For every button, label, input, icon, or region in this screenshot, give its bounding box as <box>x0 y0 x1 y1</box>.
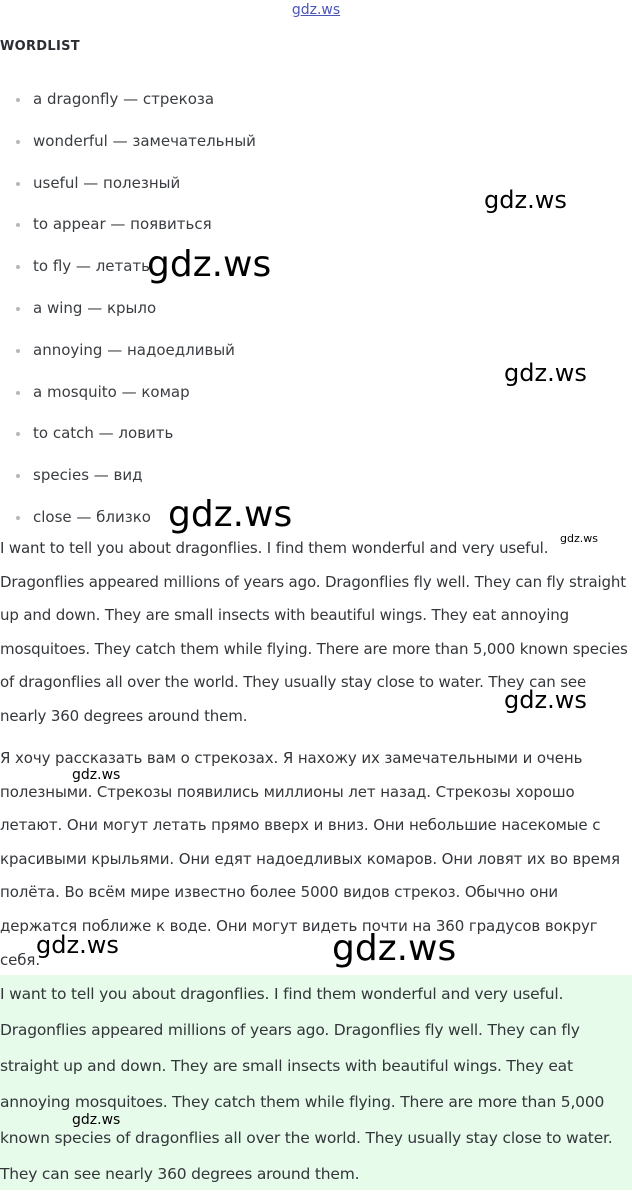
bullet-icon <box>16 182 20 186</box>
wordlist-item-text: a mosquito — комар <box>33 382 190 401</box>
watermark: gdz.ws <box>36 931 119 959</box>
watermark: gdz.ws <box>484 186 567 214</box>
wordlist-item-text: a dragonfly — стрекоза <box>33 90 215 108</box>
wordlist-item <box>0 121 256 163</box>
paragraph-highlighted: I want to tell you about dragonflies. I find them wonderful and very useful. Dragonflies appeared millions of years ago. Dragonflies fly well. They can fly straight up and down. They are small insects with beautiful wings. They eat annoying mosquitoes. They catch them while flying. There are more than 5,000 known species of dragonflies all over the world. They usually stay close to water. They can see nearly 360 degrees around them. <box>0 985 613 1183</box>
wordlist-item <box>0 330 256 372</box>
wordlist <box>0 79 256 539</box>
watermark: gdz.ws <box>72 767 121 783</box>
wordlist-heading: WORDLIST <box>0 39 80 54</box>
wordlist-item-text: close — близко <box>33 507 151 526</box>
bullet-icon <box>16 474 20 478</box>
bullet-icon <box>16 516 20 520</box>
bullet-icon <box>16 98 20 102</box>
bullet-icon <box>16 307 20 311</box>
bullet-icon <box>16 391 20 395</box>
bullet-icon <box>16 349 20 353</box>
wordlist-item-text: wonderful — замечательный <box>33 131 256 150</box>
bullet-icon <box>16 432 20 436</box>
wordlist-item <box>0 204 256 246</box>
wordlist-item <box>0 413 256 455</box>
watermark: gdz.ws <box>72 1112 121 1128</box>
wordlist-item-text: to appear — появиться <box>33 215 212 234</box>
wordlist-item-text: to fly — летать <box>33 257 151 276</box>
watermark: gdz.ws <box>168 494 293 535</box>
wordlist-item-text: annoying — надоедливый <box>33 340 235 359</box>
paragraph-russian: Я хочу рассказать вам о стрекозах. Я нахожу их замечательными и очень полезными. Стрекозы появились миллионы лет назад. Стрекозы хорошо летают. Они могут летать прямо вверх и вниз. Они небольшие насекомые с красивыми крыльями. Они едят надоедливых комаров. Они ловят их во время полёта. Во всём мире известно более 5000 видов стрекоз. Обычно они держатся поближе к воде. Они могут видеть почти на 360 градусов вокруг себя. <box>0 749 620 969</box>
wordlist-item <box>0 163 256 205</box>
bullet-icon <box>16 140 20 144</box>
wordlist-item <box>0 455 256 497</box>
watermark: gdz.ws <box>332 928 457 969</box>
watermark: gdz.ws <box>504 686 587 714</box>
top-site-link[interactable]: gdz.ws <box>291 2 341 18</box>
paragraph-english: I want to tell you about dragonflies. I find them wonderful and very useful. Dragonflies appeared millions of years ago. Dragonflies fly well. They can fly straight up and down. They are small insects with beautiful wings. They eat annoying mosquitoes. They catch them while flying. There are more than 5,000 known species of dragonflies all over the world. They usually stay close to water. They can see nearly 360 degrees around them. <box>0 539 628 725</box>
wordlist-item-text: a wing — крыло <box>33 298 157 317</box>
bullet-icon <box>16 223 20 227</box>
wordlist-item <box>0 79 256 121</box>
watermark: gdz.ws <box>147 244 272 285</box>
bullet-icon <box>16 265 20 269</box>
wordlist-item <box>0 372 256 414</box>
wordlist-item-text: to catch — ловить <box>33 424 174 443</box>
wordlist-item <box>0 288 256 330</box>
watermark: gdz.ws <box>560 532 598 545</box>
wordlist-item-text: species — вид <box>33 466 143 485</box>
wordlist-item-text: useful — полезный <box>33 173 181 192</box>
watermark: gdz.ws <box>504 359 587 387</box>
